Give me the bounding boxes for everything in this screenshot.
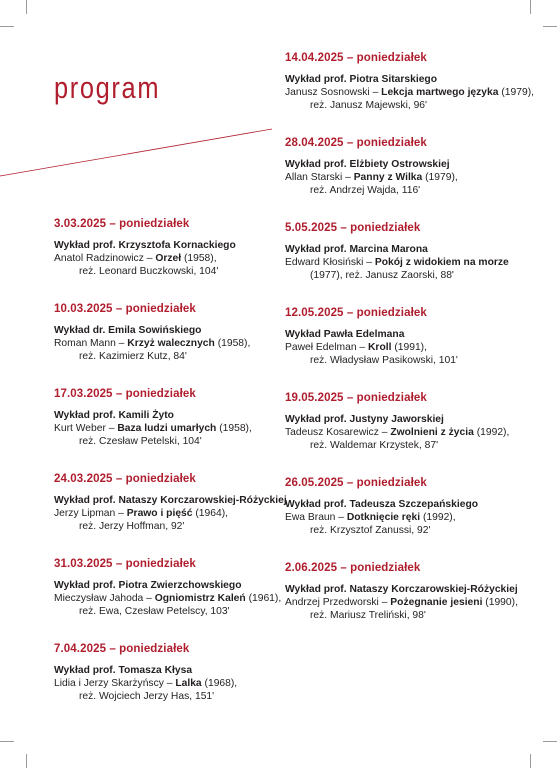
film-year: (1979), [422, 172, 458, 183]
film-director: reż. Jerzy Hoffman, 92' [79, 521, 185, 532]
film-author: Allan Starski – [285, 172, 354, 183]
lecturer-name: Wykład prof. Tadeusza Szczepańskiego [285, 499, 479, 510]
film-title: Prawo i pięść [126, 508, 193, 519]
film-author: Roman Mann – [54, 338, 128, 349]
film-line [285, 341, 525, 354]
film-author: Janusz Sosnowski – [285, 87, 382, 98]
entry-date: 3.03.2025 – poniedziałek [54, 218, 190, 230]
film-year: (1958), [181, 253, 217, 264]
film-line [54, 677, 294, 690]
crop-mark [543, 26, 557, 27]
program-entry [54, 643, 294, 703]
film-author: Edward Kłosiński – [285, 257, 375, 268]
film-year: (1961), [245, 593, 282, 604]
film-title: Pożegnanie jesieni [390, 597, 483, 608]
film-director: reż. Andrzej Wajda, 116' [310, 185, 421, 196]
film-title: Lekcja martwego języka [381, 87, 499, 98]
program-entry [54, 218, 294, 278]
film-title: Ogniomistrz Kaleń [154, 593, 246, 604]
entry-date: 19.05.2025 – poniedziałek [285, 392, 427, 404]
crop-mark [530, 754, 531, 768]
film-director: reż. Wojciech Jerzy Has, 151' [79, 691, 215, 702]
film-year: (1992), [473, 427, 510, 438]
program-entry [285, 222, 525, 282]
film-title: Kroll [368, 342, 392, 353]
entry-date: 17.03.2025 – poniedziałek [54, 388, 196, 400]
program-entry [54, 558, 294, 618]
film-title: Dotknięcie ręki [346, 512, 421, 523]
film-director: reż. Waldemar Krzystek, 87' [310, 440, 439, 451]
entry-date: 5.05.2025 – poniedziałek [285, 222, 421, 234]
entry-date: 28.04.2025 – poniedziałek [285, 137, 427, 149]
film-author: Anatol Radzinowicz – [54, 253, 156, 264]
program-entry [285, 392, 525, 452]
program-entry [54, 473, 294, 533]
film-title: Baza ludzi umarłych [117, 423, 217, 434]
film-year: (1992), [420, 512, 456, 523]
lecturer-name: Wykład prof. Marcina Marona [285, 244, 428, 255]
film-director: reż. Janusz Majewski, 96' [310, 100, 427, 111]
entry-date: 26.05.2025 – poniedziałek [285, 477, 427, 489]
program-entry [285, 562, 525, 622]
film-line [285, 596, 525, 609]
entry-date: 7.04.2025 – poniedziałek [54, 643, 190, 655]
entry-date: 14.04.2025 – poniedziałek [285, 52, 427, 64]
program-entry [285, 52, 534, 112]
lecturer-name: Wykład prof. Tomasza Kłysa [54, 665, 193, 676]
entry-date: 31.03.2025 – poniedziałek [54, 558, 196, 570]
film-author: Tadeusz Kosarewicz – [285, 427, 391, 438]
film-line [285, 511, 525, 524]
lecturer-name: Wykład dr. Emila Sowińskiego [54, 325, 202, 336]
film-author: Ewa Braun – [285, 512, 347, 523]
film-author: Andrzej Przedworski – [285, 597, 391, 608]
film-line [285, 171, 525, 184]
page-title: program [54, 70, 161, 105]
film-year: (1990), [482, 597, 518, 608]
film-title: Lalka [175, 678, 202, 689]
film-line [54, 337, 294, 350]
program-column-right [285, 52, 534, 647]
divider-line [0, 120, 275, 180]
film-title: Panny z Wilka [353, 172, 423, 183]
lecturer-name: Wykład prof. Nataszy Korczarowskiej-Różyckiej [285, 584, 518, 595]
film-line [285, 256, 525, 269]
film-author: Lidia i Jerzy Skarżyńscy – [54, 678, 176, 689]
film-director: reż. Leonard Buczkowski, 104' [79, 266, 219, 277]
lecturer-name: Wykład Pawła Edelmana [285, 329, 405, 340]
lecturer-name: Wykład prof. Piotra Zwierzchowskiego [54, 580, 242, 591]
program-entry [54, 303, 294, 363]
crop-mark [543, 741, 557, 742]
film-line [285, 426, 525, 439]
lecturer-name: Wykład prof. Krzysztofa Kornackiego [54, 240, 236, 251]
program-entry [285, 477, 525, 537]
film-director: reż. Władysław Pasikowski, 101' [310, 355, 458, 366]
program-entry [285, 137, 525, 197]
program-column-left [54, 218, 294, 728]
film-director: reż. Ewa, Czesław Petelscy, 103' [79, 606, 230, 617]
film-year: (1979), [498, 87, 534, 98]
crop-mark [26, 754, 27, 768]
film-line [285, 86, 534, 99]
film-director: reż. Krzysztof Zanussi, 92' [310, 525, 431, 536]
film-line [54, 422, 294, 435]
film-year: (1968), [201, 678, 238, 689]
film-title: Zwolnieni z życia [390, 427, 474, 438]
lecturer-name: Wykład prof. Nataszy Korczarowskiej-Różyckiej [54, 495, 287, 506]
entry-date: 10.03.2025 – poniedziałek [54, 303, 196, 315]
film-year: (1964), [192, 508, 229, 519]
film-year: (1958), [214, 338, 251, 349]
entry-date: 2.06.2025 – poniedziałek [285, 562, 421, 574]
crop-mark [0, 26, 14, 27]
film-line [54, 252, 294, 265]
film-title: Krzyż walecznych [127, 338, 215, 349]
lecturer-name: Wykład prof. Elżbiety Ostrowskiej [285, 159, 450, 170]
film-line [54, 507, 294, 520]
program-entry [285, 307, 525, 367]
crop-mark [530, 0, 531, 14]
program-entry [54, 388, 294, 448]
film-line [54, 592, 294, 605]
crop-mark [26, 0, 27, 14]
entry-date: 24.03.2025 – poniedziałek [54, 473, 196, 485]
lecturer-name: Wykład prof. Justyny Jaworskiej [285, 414, 444, 425]
lecturer-name: Wykład prof. Piotra Sitarskiego [285, 74, 438, 85]
film-year: (1991), [391, 342, 427, 353]
lecturer-name: Wykład prof. Kamili Żyto [54, 410, 174, 421]
film-year: (1958), [216, 423, 252, 434]
film-director: reż. Mariusz Treliński, 98' [310, 610, 426, 621]
film-author: Paweł Edelman – [285, 342, 368, 353]
film-title: Orzeł [155, 253, 182, 264]
crop-mark [0, 741, 14, 742]
film-director: reż. Czesław Petelski, 104' [79, 436, 202, 447]
film-author: Mieczysław Jahoda – [54, 593, 155, 604]
film-author: Kurt Weber – [54, 423, 118, 434]
film-author: Jerzy Lipman – [54, 508, 127, 519]
film-title: Pokój z widokiem na morze [374, 257, 509, 268]
entry-date: 12.05.2025 – poniedziałek [285, 307, 427, 319]
film-director: (1977), reż. Janusz Zaorski, 88' [310, 270, 454, 281]
film-director: reż. Kazimierz Kutz, 84' [79, 351, 187, 362]
